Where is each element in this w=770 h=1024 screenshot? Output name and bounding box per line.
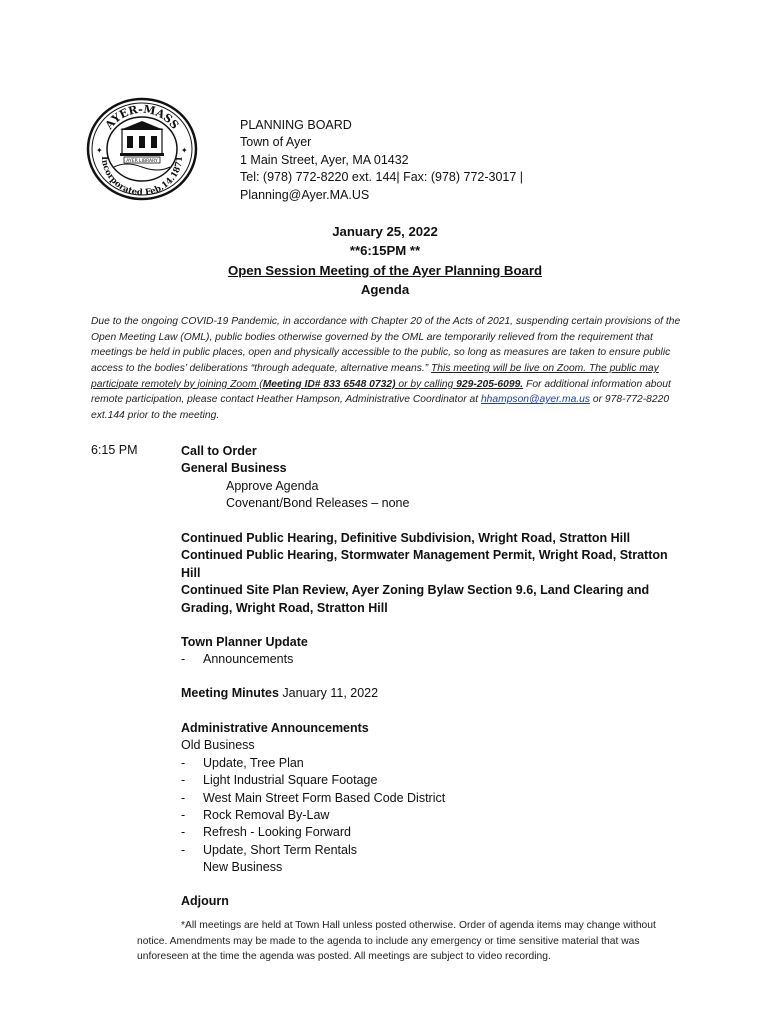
meeting-title: Open Session Meeting of the Ayer Planning Board	[227, 262, 543, 278]
agenda-section-adjourn	[181, 893, 681, 910]
old-business-item: - Update, Short Term Rentals	[181, 842, 358, 857]
svg-text:✦: ✦	[181, 146, 188, 155]
notice-text-1: Due to the ongoing COVID-19 Pandemic, in accordance with Chapter 20 of the Acts of 2021, suspending certain provisions of the Open Meeting Law (OML), public bodies otherwise governed by the OML are temporarily relieved from the requirement that meetings be held in public places, open and physically accessible to the public, so long as measures are taken to ensure public access to the bodies’ deliberations “through adequate, alternative means.”	[91, 316, 681, 374]
contact-email-link[interactable]: hhampson@ayer.ma.us	[480, 394, 591, 406]
agenda-section-general	[181, 443, 681, 513]
notice-text-4: For additional information about remote participation, please contact Heather Hampson, Administrative Coordinator at	[91, 378, 671, 406]
meeting-minutes-label: Meeting Minutes	[181, 686, 279, 700]
old-business-item: - Light Industrial Square Footage	[181, 773, 378, 788]
agenda-section-admin	[181, 720, 681, 877]
footer-note	[137, 918, 677, 965]
agenda-time: 6:15 PM	[91, 443, 138, 457]
tpu-item: - Announcements	[181, 652, 294, 667]
covid-notice	[91, 314, 691, 424]
call-to-order: Call to Order	[181, 444, 257, 458]
seal-top-text: AYER-MASS	[102, 102, 182, 132]
zoom-meeting-id: Meeting ID# 833 6548 0732)	[262, 378, 396, 390]
town-name: Town of Ayer	[240, 135, 312, 150]
meeting-minutes-date: January 11, 2022	[278, 686, 379, 700]
zoom-phone: 929-205-6099.	[456, 378, 524, 390]
old-business-item: - Update, Tree Plan	[181, 755, 304, 770]
general-business: General Business	[181, 461, 287, 476]
board-name: PLANNING BOARD	[240, 118, 352, 132]
hearing-item: Continued Public Hearing, Definitive Subdivision, Wright Road, Stratton Hill	[181, 531, 631, 545]
seal-bottom-text: Incorporated Feb.14.1871	[98, 155, 186, 199]
agenda-heading: Agenda	[360, 282, 410, 298]
old-business-item: - Rock Removal By-Law	[181, 808, 330, 823]
svg-text:✦: ✦	[96, 146, 103, 155]
hearing-item: Continued Public Hearing, Stormwater Management Permit, Wright Road, Stratton Hill	[181, 548, 668, 580]
meeting-title-block	[0, 222, 770, 300]
letterhead	[240, 117, 523, 204]
phone-fax: Tel: (978) 772-8220 ext. 144| Fax: (978) 772-3017 |	[240, 170, 524, 185]
admin-announcements: Administrative Announcements	[181, 721, 369, 735]
town-seal-logo	[86, 97, 198, 201]
agenda-section-town-planner	[181, 634, 681, 669]
new-business: New Business	[203, 860, 283, 875]
notice-text-3: or by calling	[395, 378, 457, 390]
notice-text-5: or 978-772-8220 ext.144 prior to the meeting.	[91, 394, 670, 421]
gb-item: Approve Agenda	[226, 478, 319, 493]
old-business-item: - West Main Street Form Based Code District	[181, 790, 446, 805]
meeting-date: January 25, 2022	[332, 224, 438, 239]
hearing-item: Continued Site Plan Review, Ayer Zoning Bylaw Section 9.6, Land Clearing and Grading, Wright Road, Stratton Hill	[181, 583, 650, 615]
old-business-item: - Refresh - Looking Forward	[181, 825, 351, 840]
agenda-section-minutes	[181, 685, 681, 702]
agenda-section-hearings	[181, 530, 671, 617]
town-planner-update: Town Planner Update	[181, 635, 308, 649]
email-contact: Planning@Ayer.MA.US	[240, 187, 370, 202]
address: 1 Main Street, Ayer, MA 01432	[240, 152, 409, 167]
old-business: Old Business	[181, 738, 255, 753]
notice-zoom-text: This meeting will be live on Zoom. The public may participate remotely by joining Zoom (	[91, 362, 659, 390]
seal-library-text: AYER LIBRARY	[126, 159, 158, 164]
meeting-time: **6:15PM **	[349, 243, 421, 259]
adjourn: Adjourn	[181, 894, 229, 908]
footer-text: *All meetings are held at Town Hall unless posted otherwise. Order of agenda items may change without notice. Amendments may be made to the agenda to include any emergency or time sensitive material that was unforeseen at the time the agenda was posted. All meetings are subject to video recording.	[137, 920, 656, 963]
gb-item: Covenant/Bond Releases – none	[226, 496, 410, 511]
